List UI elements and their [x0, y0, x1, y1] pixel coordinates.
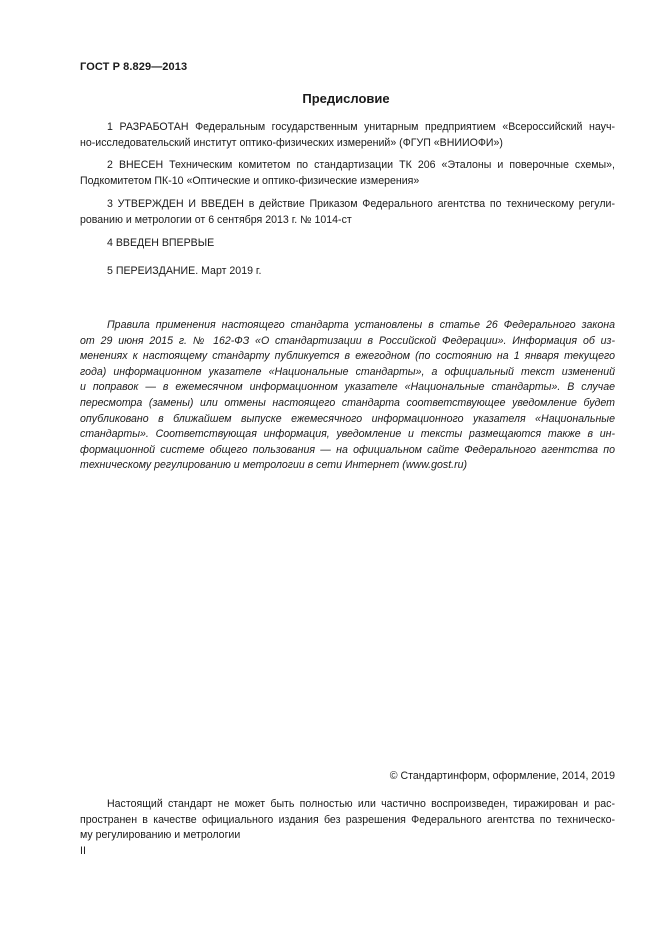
foreword-item-4 [80, 236, 615, 252]
foreword-item-1-line1: 1 РАЗРАБОТАН Федеральным государственным унитарным предприятием «Всероссийский науч- [107, 121, 615, 133]
reproduction-line: пространен в качестве официального издания без разрешения Федерального агентства по техническо- [80, 813, 615, 826]
notice-line: техническому регулированию и метрологии в сети Интернет (www.gost.ru) [80, 459, 468, 472]
notice-line: пересмотра (замены) или отмены настоящего стандарта соответствующее уведомление будет [80, 396, 615, 409]
foreword-item-3-line1: 3 УТВЕРЖДЕН И ВВЕДЕН в действие Приказом Федерального агентства по техническому регули- [107, 198, 615, 210]
notice-line: стандарты». Соответствующая информация, уведомление и тексты размещаются также в ин- [80, 428, 615, 441]
usage-notice [80, 318, 615, 474]
foreword-item-2-line1: 2 ВНЕСЕН Техническим комитетом по стандартизации ТК 206 «Эталоны и поверочные схемы», [107, 159, 615, 171]
foreword-item-1 [80, 120, 615, 151]
notice-line: года) информационном указателе «Национальные стандарты», а официальный текст изменений [80, 365, 615, 378]
foreword-item-4-text: 4 ВВЕДЕН ВПЕРВЫЕ [107, 237, 215, 249]
notice-line: опубликовано в ближайшем выпуске ежемесячного информационного указателя «Национальные [80, 412, 615, 425]
foreword-item-5-text: 5 ПЕРЕИЗДАНИЕ. Март 2019 г. [107, 265, 262, 277]
notice-line: Правила применения настоящего стандарта установлены в статье 26 Федерального закона [107, 319, 615, 331]
page-number: II [80, 845, 86, 857]
notice-line: формационной системе общего пользования — на официальном сайте Федерального агентства по [80, 443, 615, 456]
foreword-item-2 [80, 158, 615, 189]
foreword-item-2-line2: Подкомитетом ПК-10 «Оптические и оптико-физические измерения» [80, 174, 420, 187]
notice-line: и поправок — в ежемесячном информационном указателе «Национальные стандарты». В случае [80, 381, 615, 394]
reproduction-line: Настоящий стандарт не может быть полностью или частично воспроизведен, тиражирован и рас- [107, 798, 615, 810]
foreword-item-3-line2: рованию и метрологии от 6 сентября 2013 г. № 1014-ст [80, 213, 352, 226]
foreword-title: Предисловие [302, 91, 390, 106]
foreword-item-1-line2: но-исследовательский институт оптико-физических измерений» (ФГУП «ВНИИОФИ») [80, 136, 503, 149]
notice-line: от 29 июня 2015 г. № 162-ФЗ «О стандартизации в Российской Федерации». Информация об из- [80, 334, 615, 347]
foreword-item-5 [80, 264, 615, 280]
reproduction-line: му регулированию и метрологии [80, 829, 241, 841]
reproduction-notice [80, 797, 615, 844]
copyright-line: © Стандартинформ, оформление, 2014, 2019 [389, 770, 615, 782]
document-code: ГОСТ Р 8.829—2013 [80, 61, 188, 73]
foreword-item-3 [80, 197, 615, 228]
notice-line: менениях к настоящему стандарту публикуется в ежегодном (по состоянию на 1 января текущего [80, 350, 615, 363]
